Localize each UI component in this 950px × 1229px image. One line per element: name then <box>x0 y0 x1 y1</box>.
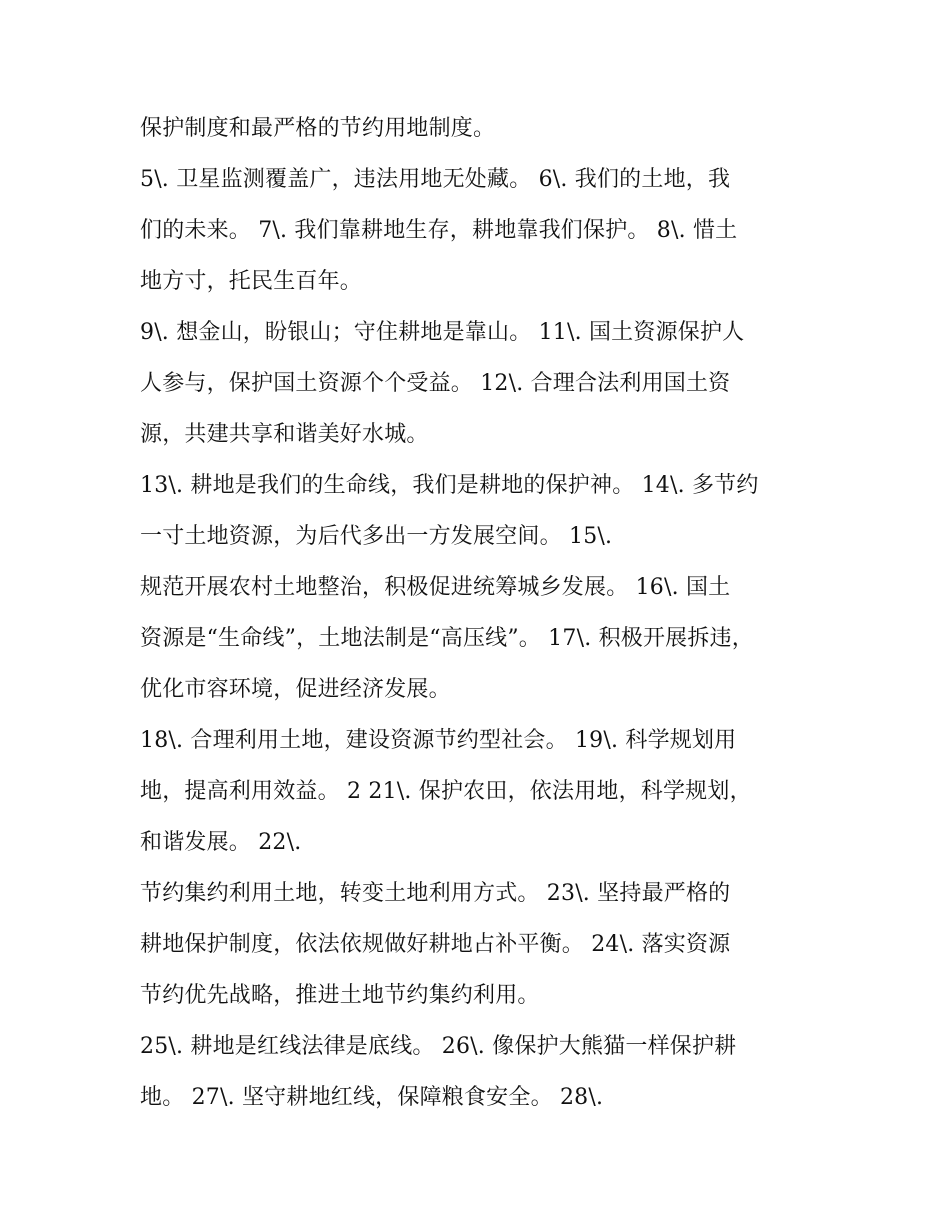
text-line: 9\. 想金山，盼银山；守住耕地是靠山。 11\. 国土资源保护人 <box>140 320 745 345</box>
text-line: 地，提高利用效益。 2 21\. 保护农田，依法用地，科学规划， <box>140 779 752 804</box>
text-line: 节约集约利用土地，转变土地利用方式。 23\. 坚持最严格的 <box>140 881 731 906</box>
text-line: 人参与，保护国土资源个个受益。 12\. 合理合法利用国土资 <box>140 371 731 396</box>
text-line: 们的未来。 7\. 我们靠耕地生存，耕地靠我们保护。 8\. 惜土 <box>140 218 738 243</box>
text-line: 耕地保护制度，依法依规做好耕地占补平衡。 24\. 落实资源 <box>140 932 731 957</box>
text-line: 源，共建共享和谐美好水城。 <box>140 422 429 447</box>
text-line: 优化市容环境，促进经济发展。 <box>140 677 451 702</box>
text-line: 13\. 耕地是我们的生命线，我们是耕地的保护神。 14\. 多节约 <box>140 473 759 498</box>
text-line: 25\. 耕地是红线法律是底线。 26\. 像保护大熊猫一样保护耕 <box>140 1034 737 1059</box>
text-line: 地方寸，托民生百年。 <box>140 269 363 294</box>
text-line: 资源是“生命线”，土地法制是“高压线”。 17\. 积极开展拆违， <box>140 626 754 651</box>
text-line: 保护制度和最严格的节约用地制度。 <box>140 116 496 141</box>
text-line: 和谐发展。 22\. <box>140 830 302 855</box>
text-line: 节约优先战略，推进土地节约集约利用。 <box>140 983 540 1008</box>
text-line: 18\. 合理利用土地，建设资源节约型社会。 19\. 科学规划用 <box>140 728 737 753</box>
text-line: 地。 27\. 坚守耕地红线，保障粮食安全。 28\. <box>140 1085 604 1110</box>
text-line: 5\. 卫星监测覆盖广，违法用地无处藏。 6\. 我们的土地，我 <box>140 167 731 192</box>
text-line: 一寸土地资源，为后代多出一方发展空间。 15\. <box>140 524 613 549</box>
text-line: 规范开展农村土地整治，积极促进统筹城乡发展。 16\. 国土 <box>140 575 731 600</box>
